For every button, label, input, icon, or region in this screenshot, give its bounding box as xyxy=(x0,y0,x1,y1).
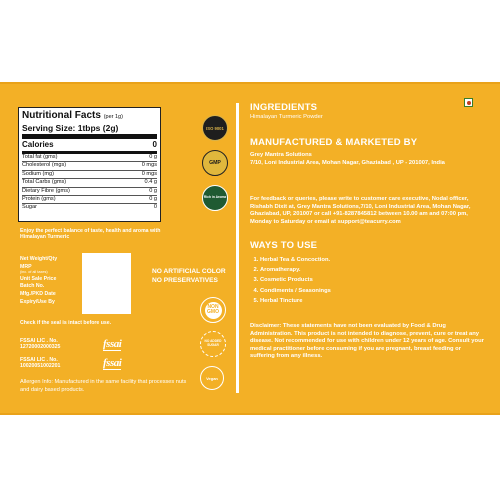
expiry-label: Expiry/Use By xyxy=(20,298,55,305)
calories-label: Calories xyxy=(22,140,54,149)
iso-badge-icon xyxy=(202,115,228,141)
nutrient-label: Protein (gms) xyxy=(22,196,56,203)
batch-label: Batch No. xyxy=(20,283,45,290)
mrp-note: (inc. of all taxes) xyxy=(20,270,48,275)
ways-item: 5. Herbal Tincture xyxy=(260,296,486,306)
manufacturer-text: Grey Mantra Solutions 7/10, Loni Industrial Area, Mohan Nagar, Ghaziabad , UP - 201007, India xyxy=(250,152,445,166)
nutrition-title-text: Nutritional Facts xyxy=(22,110,101,121)
ways-item: 1. Herbal Tea & Concoction. xyxy=(260,255,486,265)
nutrient-label: Sugar xyxy=(22,204,37,211)
nutrient-label: Sodium (mg) xyxy=(22,170,55,177)
net-weight-label: Net Weight/Qty xyxy=(20,256,58,262)
ways-to-use-section xyxy=(250,240,486,306)
allergen-info: Allergen Info: Manufactured in the same facility that processes nuts and dairy based products. xyxy=(20,379,187,393)
nutrient-label: Dietary Fibre (gms) xyxy=(22,187,70,194)
ways-item: 2. Aromatherapy. xyxy=(260,265,486,275)
nutrition-row xyxy=(22,188,157,196)
nutrient-value: 0 g xyxy=(149,154,157,160)
ways-item: 4. Condiments / Seasonings xyxy=(260,286,486,296)
fssai-licence-1: FSSAI LIC . No. 12720002000325 xyxy=(20,338,61,351)
unit-sale-price-label: Unit Sale Price xyxy=(20,275,57,282)
nutrition-row xyxy=(22,154,157,162)
contact-info: For feedback or queries, please write to customer care executive, Nodal officer, Rishabh Dixit at, Grey Mantra Solutions,7/10, Loni Industrial Area, Mohan Nagar, Ghaziabad, UP, 201007 or call +91-8287845812 between 10.00 am and 07:00 pm, Monday to Saturday or email at support@teacurry.com xyxy=(250,196,471,225)
no-added-sugar-text: NO ADDED SUGAR xyxy=(204,339,222,347)
ingredients-section xyxy=(250,102,486,122)
nutrient-value: 0 g xyxy=(149,187,157,194)
product-claims xyxy=(152,267,226,285)
ingredients-heading: INGREDIENTS xyxy=(250,102,318,113)
iso-badge-text: ISO 9001 xyxy=(206,125,224,131)
claim-no-artificial-color: NO ARTIFICIAL COLOR xyxy=(152,268,226,275)
nutrition-row xyxy=(22,179,157,187)
nutrient-value: 0 xyxy=(153,204,157,211)
tagline: Enjoy the perfect balance of taste, health and aroma with Himalayan Turmeric xyxy=(20,228,161,241)
nutrition-row xyxy=(22,171,157,179)
ways-heading: WAYS TO USE xyxy=(250,240,318,251)
column-divider xyxy=(236,103,239,393)
disclaimer: Disclaimer: These statements have not been evaluated by Food & Drug Administration. This product is not intended to diagnose, prevent, cure or treat any disease. Not recommended for use with children under 12 years of age. Consult your medical practitioner before consuming if you are pregnant, breast feeding or suffering from any illness. xyxy=(250,323,484,360)
seal-note: Check if the seal is intact before use. xyxy=(20,320,112,326)
aroma-badge-icon xyxy=(202,185,228,211)
nutrition-row xyxy=(22,204,157,211)
non-gmo-text: NON GMO xyxy=(205,302,222,319)
nutrition-row xyxy=(22,196,157,204)
nutrient-value: 0 mgs xyxy=(141,170,157,177)
calories-value: 0 xyxy=(152,140,157,149)
claim-no-preservatives: NO PRESERVATIVES xyxy=(152,277,218,284)
price-sticker-area xyxy=(82,253,131,314)
nutrition-row xyxy=(22,162,157,170)
nutrient-value: 0 g xyxy=(149,196,157,203)
nutrition-facts-table xyxy=(18,107,161,222)
serving-size: Serving Size: 1tbps (2g) xyxy=(22,123,157,139)
fssai-licence-2: FSSAI LIC . No. 10020051002201 xyxy=(20,356,61,370)
manufacturer-heading: MANUFACTURED & MARKETED BY xyxy=(250,137,418,148)
nutrient-label: Total fat (gms) xyxy=(22,154,58,160)
ways-list xyxy=(250,255,486,306)
product-fields xyxy=(20,256,78,307)
gmp-badge-icon xyxy=(202,150,228,176)
manufacturer-section xyxy=(250,137,486,167)
mrp-label: MRP xyxy=(20,263,32,270)
vegan-text: Vegan xyxy=(206,375,218,381)
fssai-licences xyxy=(20,338,90,376)
nutrient-value: 0 mgs xyxy=(141,162,157,169)
aroma-badge-text: Rich in Aroma xyxy=(203,195,227,200)
non-gmo-icon xyxy=(200,297,226,323)
fssai-logo: fssai xyxy=(103,357,122,369)
gmp-badge-text: GMP xyxy=(209,160,221,166)
nutrient-label: Total Carbs (gms) xyxy=(22,179,67,186)
vegan-icon xyxy=(200,366,224,390)
fssai-logo: fssai xyxy=(103,338,122,350)
nutrition-per: (per 1g) xyxy=(103,114,123,120)
nutrient-value: 0.4 g xyxy=(144,179,157,186)
nutrient-label: Cholesterol (mgs) xyxy=(22,162,67,169)
no-added-sugar-icon xyxy=(200,331,226,357)
nutrition-title xyxy=(22,110,157,123)
mfg-pkd-label: Mfg./PKD Date xyxy=(20,291,56,298)
calories-row xyxy=(22,139,157,154)
ways-item: 3. Cosmetic Products xyxy=(260,275,486,285)
ingredients-text: Himalayan Turmeric Powder xyxy=(250,114,323,120)
